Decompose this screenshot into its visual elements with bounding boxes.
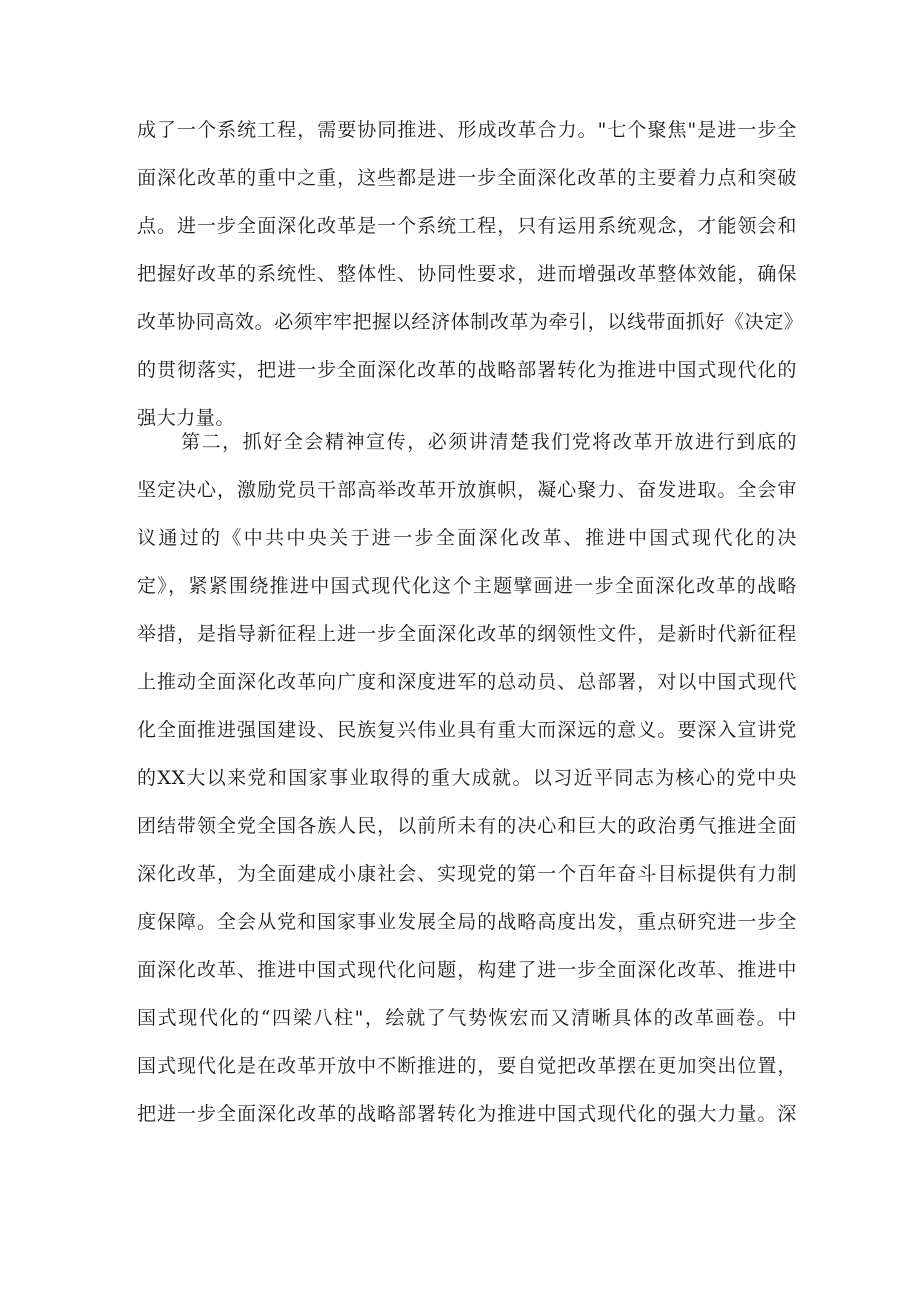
paragraph-line: 成了一个系统工程，需要协同推进、形成改革合力。"七个聚焦"是进一步全	[137, 119, 797, 141]
paragraph-line: 把握好改革的系统性、整体性、协同性要求，进而增强改革整体效能，确保	[137, 263, 797, 285]
paragraph-2	[137, 418, 797, 1138]
paragraph-line: 深化改革，为全面建成小康社会、实现党的第一个百年奋斗目标提供有力制	[137, 863, 797, 885]
paragraph-line: 定》，紧紧围绕推进中国式现代化这个主题擘画进一步全面深化改革的战略	[137, 575, 797, 597]
paragraph-line: 举措，是指导新征程上进一步全面深化改革的纲领性文件，是新时代新征程	[137, 623, 797, 645]
paragraph-line: 国式现代化是在改革开放中不断推进的，要自觉把改革摆在更加突出位置，	[137, 1055, 797, 1077]
paragraph-line: 度保障。全会从党和国家事业发展全局的战略高度出发，重点研究进一步全	[137, 911, 797, 933]
paragraph-line: 改革协同高效。必须牢牢把握以经济体制改革为牵引，以线带面抓好《决定》	[137, 311, 804, 333]
paragraph-line: 国式现代化的“四梁八柱"，绘就了气势恢宏而又清晰具体的改革画卷。中	[137, 1007, 797, 1029]
paragraph-line: 点。进一步全面深化改革是一个系统工程，只有运用系统观念，才能领会和	[137, 215, 797, 237]
paragraph-line: 第二，抓好全会精神宣传，必须讲清楚我们党将改革开放进行到底的	[181, 431, 797, 453]
paragraph-line: 的贯彻落实，把进一步全面深化改革的战略部署转化为推进中国式现代化的	[137, 359, 797, 381]
paragraph-line: 强大力量。	[137, 407, 236, 429]
paragraph-line: 化全面推进强国建设、民族复兴伟业具有重大而深远的意义。要深入宣讲党	[137, 719, 797, 741]
paragraph-line: 面深化改革的重中之重，这些都是进一步全面深化改革的主要着力点和突破	[137, 167, 797, 189]
paragraph-line: 的XX大以来党和国家事业取得的重大成就。以习近平同志为核心的党中央	[137, 767, 797, 789]
paragraph-line: 议通过的《中共中央关于进一步全面深化改革、推进中国式现代化的决	[137, 527, 797, 549]
paragraph-line: 面深化改革、推进中国式现代化问题，构建了进一步全面深化改革、推进中	[137, 959, 797, 981]
paragraph-line: 团结带领全党全国各族人民，以前所未有的决心和巨大的政治勇气推进全面	[137, 815, 797, 837]
paragraph-line: 坚定决心，激励党员干部高举改革开放旗帜，凝心聚力、奋发进取。全会审	[137, 479, 797, 501]
paragraph-1	[137, 106, 804, 442]
paragraph-line: 上推动全面深化改革向广度和深度进军的总动员、总部署，对以中国式现代	[137, 671, 797, 693]
paragraph-line: 把进一步全面深化改革的战略部署转化为推进中国式现代化的强大力量。深	[137, 1103, 797, 1125]
